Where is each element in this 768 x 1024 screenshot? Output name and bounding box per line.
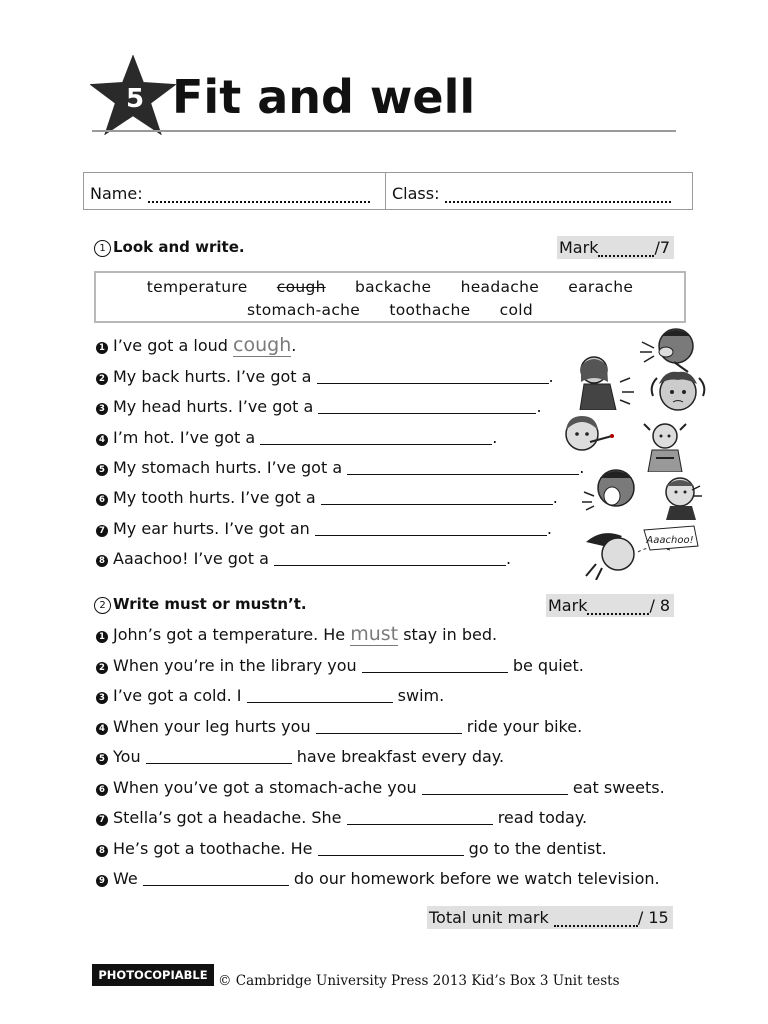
s1-item-6: 6 My tooth hurts. I’ve got a . [96, 488, 558, 507]
section1-mark-dots [598, 241, 654, 257]
sneezing-girl-icon [582, 524, 700, 580]
s2-item-3-blank[interactable] [247, 688, 393, 703]
sneeze-text: Aaachoo! [646, 535, 694, 546]
word-cough-struck: cough [276, 278, 326, 296]
s1-item-8: 8 Aaachoo! I’ve got a . [96, 549, 511, 568]
section2-mark: Mark / 8 [546, 594, 674, 617]
s1-item-7: 7 My ear hurts. I’ve got an . [96, 519, 552, 538]
s2-item-2-blank[interactable] [362, 658, 508, 673]
s2-item-7-blank[interactable] [347, 810, 493, 825]
class-dotted-line [445, 187, 671, 203]
s2-item-2: 2 When you’re in the library you be quiet. [96, 656, 584, 675]
s2-item-8-blank[interactable] [318, 841, 464, 856]
word-backache: backache [355, 278, 432, 296]
s2-item-6-blank[interactable] [422, 780, 568, 795]
s2-item-7: 7 Stella’s got a headache. She read today. [96, 808, 587, 827]
name-label: Name: [90, 184, 143, 203]
s1-item-7-blank[interactable] [315, 521, 547, 536]
s2-item-5-blank[interactable] [146, 749, 292, 764]
s2-item-1: 1 John’s got a temperature. He must stay in bed. [96, 625, 497, 644]
photocopiable-badge: PHOTOCOPIABLE [92, 964, 214, 986]
s2-item-9-blank[interactable] [143, 871, 289, 886]
total-mark-dots [554, 911, 638, 927]
s1-item-1-answer: cough [233, 334, 292, 356]
word-stomach-ache: stomach-ache [246, 301, 361, 319]
section2-instruction: Write must or mustn’t [113, 595, 301, 613]
s2-item-3: 3 I’ve got a cold. I swim. [96, 686, 444, 705]
word-toothache: toothache [389, 301, 471, 319]
class-field[interactable] [392, 184, 671, 203]
word-cold: cold [499, 301, 533, 319]
s1-item-2-blank[interactable] [317, 369, 549, 384]
section1-mark: Mark /7 [557, 236, 674, 259]
word-temperature: temperature [146, 278, 248, 296]
section1-number: 1 [94, 240, 111, 257]
s1-item-3-blank[interactable] [318, 399, 536, 414]
name-dotted-line [148, 187, 370, 203]
s2-item-1-answer: must [350, 623, 399, 645]
earache-boy-icon [656, 472, 706, 520]
s1-item-2: 2 My back hurts. I’ve got a . [96, 367, 554, 386]
s2-item-6: 6 When you’ve got a stomach-ache you eat sweets. [96, 778, 665, 797]
section2-number: 2 [94, 597, 111, 614]
s1-item-4: 4 I’m hot. I’ve got a . [96, 428, 497, 447]
s1-item-4-blank[interactable] [260, 430, 492, 445]
section2-heading: 2 Write must or mustn’t. [94, 595, 307, 614]
section1-heading: 1 Look and write. [94, 238, 245, 257]
word-bank [94, 271, 686, 323]
s2-item-9: 9 We do our homework before we watch television. [96, 869, 660, 888]
s2-item-4-blank[interactable] [316, 719, 462, 734]
s1-item-1: 1 I’ve got a loud cough. [96, 336, 296, 355]
s1-item-5: 5 My stomach hurts. I’ve got a . [96, 458, 584, 477]
section2-mark-dots [587, 599, 649, 615]
s1-item-6-blank[interactable] [321, 490, 553, 505]
s2-item-5: 5 You have breakfast every day. [96, 747, 504, 766]
headache-boy-icon [645, 366, 711, 414]
s1-item-5-blank[interactable] [347, 460, 579, 475]
class-label: Class: [392, 184, 440, 203]
page-title: Fit and well [172, 70, 476, 124]
s1-item-8-blank[interactable] [274, 551, 506, 566]
s2-item-8: 8 He’s got a toothache. He go to the dentist. [96, 839, 607, 858]
word-earache: earache [568, 278, 634, 296]
total-unit-mark: Total unit mark / 15 [427, 906, 673, 929]
title-divider [92, 130, 676, 132]
student-info-divider [385, 172, 386, 210]
backache-girl-icon [570, 352, 640, 410]
fever-girl-icon [560, 412, 620, 456]
name-field[interactable] [90, 184, 370, 203]
s1-item-3: 3 My head hurts. I’ve got a . [96, 397, 542, 416]
stomach-ache-girl-icon [640, 420, 690, 472]
unit-number: 5 [125, 84, 145, 114]
section1-instruction: Look and write [113, 238, 239, 256]
s2-item-4: 4 When your leg hurts you ride your bike. [96, 717, 582, 736]
copyright-notice: © Cambridge University Press 2013 Kid’s Box 3 Unit tests [218, 973, 620, 989]
word-headache: headache [460, 278, 540, 296]
toothache-boy-icon [578, 462, 646, 516]
